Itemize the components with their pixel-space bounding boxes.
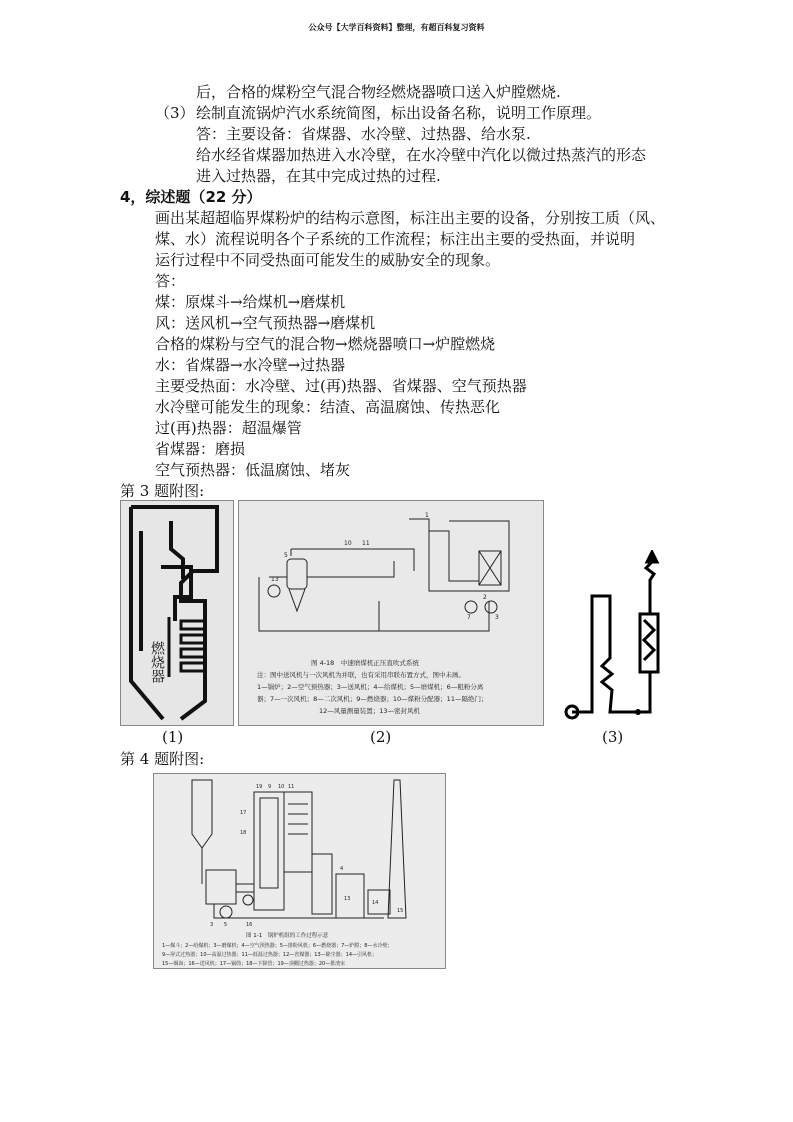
answer-line: 合格的煤粉与空气的混合物→燃烧器喷口→炉膛燃烧 <box>155 335 496 353</box>
section-heading: 4，综述题（22 分） <box>120 188 262 206</box>
svg-text:4: 4 <box>340 866 344 872</box>
figure-once-through-boiler <box>552 550 664 720</box>
svg-text:10: 10 <box>278 784 285 790</box>
question-text: 画出某超超临界煤粉炉的结构示意图，标注出主要的设备，分别按工质（风、 <box>155 209 666 227</box>
svg-text:17: 17 <box>240 810 247 816</box>
svg-text:3: 3 <box>495 614 499 621</box>
svg-text:7: 7 <box>467 614 471 621</box>
figure-legend-line: 12—风量测量装置；13—密封风机 <box>319 707 421 715</box>
figure-caption: 图 4-18 中速磨煤机正压直吹式系统 <box>311 659 419 667</box>
mill-system-drawing <box>239 501 543 725</box>
svg-text:16: 16 <box>246 922 253 928</box>
svg-text:13: 13 <box>344 896 351 902</box>
svg-text:5: 5 <box>224 922 228 928</box>
q3-text-line: 后，合格的煤粉空气混合物经燃烧器喷口送入炉膛燃烧. <box>196 83 561 101</box>
svg-text:19: 19 <box>256 784 263 790</box>
figure-legend-line: 1—锅炉；2—空气预热器；3—送风机；4—给煤机；5—磨煤机；6—粗粉分离 <box>257 683 484 691</box>
figure-legend-line: 1—煤斗；2—给煤机；3—磨煤机；4—空气预热器；5—排粉风机；6—燃烧器；7—炉膛；8—水冷壁； <box>162 943 393 949</box>
svg-text:2: 2 <box>483 594 487 601</box>
q3-question: 绘制直流锅炉汽水系统简图，标出设备名称，说明工作原理。 <box>196 104 602 122</box>
answer-line: 答： <box>155 272 186 290</box>
boiler-outline-drawing <box>121 501 233 725</box>
answer-line: 空气预热器：低温腐蚀、堵灰 <box>155 461 351 479</box>
svg-text:13: 13 <box>271 576 279 583</box>
svg-text:11: 11 <box>362 540 370 547</box>
svg-text:10: 10 <box>344 540 352 547</box>
figure-label: (3) <box>602 728 624 746</box>
question-number: （3） <box>155 104 195 122</box>
question-text: 煤、水）流程说明各个子系统的工作流程；标注出主要的受热面，并说明 <box>155 230 636 248</box>
answer-line: 主要受热面：水冷壁、过(再)热器、省煤器、空气预热器 <box>155 377 527 395</box>
figure-legend-line: 器；7—一次风机；8—二次风机；9—燃烧器；10—煤粉分配器；11—隔绝门； <box>257 695 488 703</box>
svg-text:11: 11 <box>288 784 295 790</box>
figure-label: (2) <box>370 728 392 746</box>
q3-answer-line: 进入过热器，在其中完成过热的过程. <box>196 167 441 185</box>
q3-answer-line: 答：主要设备：省煤器、水冷壁、过热器、给水泵. <box>196 125 531 143</box>
svg-text:18: 18 <box>240 830 247 836</box>
question-text: 运行过程中不同受热面可能发生的威胁安全的现象。 <box>155 251 501 269</box>
svg-text:1: 1 <box>425 512 429 519</box>
answer-line: 水冷壁可能发生的现象：结渣、高温腐蚀、传热恶化 <box>155 398 501 416</box>
svg-text:9: 9 <box>268 784 272 790</box>
answer-line: 煤：原煤斗→给煤机→磨煤机 <box>155 293 346 311</box>
figure-label: (1) <box>162 728 184 746</box>
figure-title: 第 4 题附图: <box>120 750 205 768</box>
answer-line: 风：送风机→空气预热器→磨煤机 <box>155 314 376 332</box>
page-header: 公众号【大学百科资料】整理，有超百科复习资料 <box>308 23 485 32</box>
figure-title: 第 3 题附图: <box>120 482 205 500</box>
answer-line: 省煤器：磨损 <box>155 440 246 458</box>
figure-legend-line: 9—屏式过热器；10—高温过热器；11—低温过热器；12—省煤器；13—除尘器；14—引风机； <box>162 952 377 958</box>
boiler-unit-drawing <box>154 774 445 968</box>
figure-mill-system <box>238 500 544 726</box>
once-through-boiler-drawing <box>552 550 664 720</box>
svg-text:3: 3 <box>210 922 214 928</box>
svg-text:5: 5 <box>284 552 288 559</box>
answer-line: 过(再)热器：超温爆管 <box>155 419 302 437</box>
figure-legend-line: 15—烟囱；16—送风机；17—锅筒；18—下降管；19—顶棚过热器；20—排渣室 <box>162 961 346 967</box>
svg-text:15: 15 <box>397 908 404 914</box>
svg-text:14: 14 <box>372 900 379 906</box>
answer-line: 水：省煤器→水冷壁→过热器 <box>155 356 346 374</box>
q3-answer-line: 给水经省煤器加热进入水冷壁，在水冷壁中汽化以微过热蒸汽的形态 <box>196 146 647 164</box>
figure-note: 注：图中送风机与一次风机为并联，也有采用串联布置方式，图中未画。 <box>257 671 465 679</box>
figure-boiler-sketch <box>120 500 234 726</box>
figure-caption: 图 1-1 锅炉机组的工作过程示意 <box>246 933 329 939</box>
figure-boiler-unit <box>153 773 446 969</box>
burner-label: 燃烧器 <box>149 641 165 683</box>
